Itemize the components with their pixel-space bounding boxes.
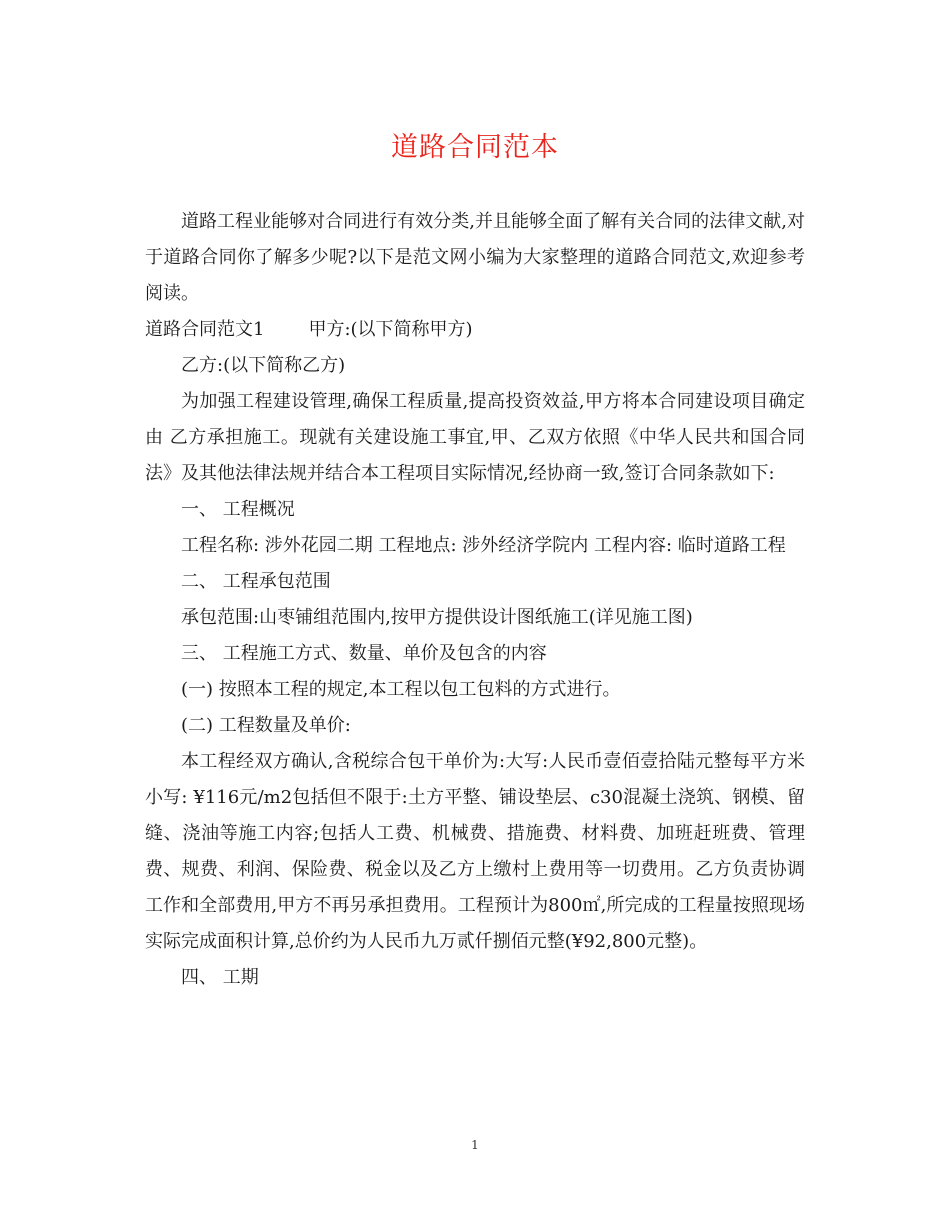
page-number: 1 [471, 1138, 479, 1152]
party-b-paragraph: 乙方:(以下简称乙方) [181, 355, 346, 376]
preamble-paragraph: 为加强工程建设管理,确保工程质量,提高投资效益,甲方将本合同建设项目确定由 乙方承担施工。现就有关建设施工事宜,甲、乙双方依照《中华人民共和国合同法》及其他法律法规并结合本工程项目实际情况,经协商一致,签订合同条款如下: [145, 391, 805, 484]
section-heading-2: 二、 工程承包范围 [181, 571, 331, 592]
contract-heading-line [145, 312, 805, 348]
section-heading-4: 四、 工期 [181, 967, 259, 988]
section-heading-1: 一、 工程概况 [181, 499, 295, 520]
subsection-1-paragraph: (一) 按照本工程的规定,本工程以包工包料的方式进行。 [181, 679, 621, 700]
section-heading-3: 三、 工程施工方式、数量、单价及包含的内容 [181, 643, 547, 664]
scope-paragraph: 承包范围:山枣铺组范围内,按甲方提供设计图纸施工(详见施工图) [181, 607, 693, 628]
contract-sample-label: 道路合同范文1 [145, 319, 265, 340]
subsection-2-heading: (二) 工程数量及单价: [181, 715, 351, 736]
document-title: 道路合同范本 [391, 132, 559, 163]
party-a-text: 甲方:(以下简称甲方) [308, 319, 473, 340]
intro-paragraph: 道路工程业能够对合同进行有效分类,并且能够全面了解有关合同的法律文献,对于道路合同你了解多少呢?以下是范文网小编为大家整理的道路合同范文,欢迎参考阅读。 [145, 211, 805, 304]
pricing-paragraph: 本工程经双方确认,含税综合包干单价为:大写:人民币壹佰壹拾陆元整每平方米 小写: ¥116元/m2包括但不限于:土方平整、铺设垫层、c30混凝土浇筑、钢模、留缝、浇油等施工内容;包括人工费、机械费、措施费、材料费、加班赶班费、管理费、规费、利润、保险费、税金以及乙方上缴村上费用等一切费用。乙方负责协调工作和全部费用,甲方不再另承担费用。工程预计为800㎡,所完成的工程量按照现场实际完成面积计算,总价约为人民币九万贰仟捌佰元整(¥92,800元整)。 [145, 751, 805, 952]
project-overview-paragraph: 工程名称: 涉外花园二期 工程地点: 涉外经济学院内 工程内容: 临时道路工程 [181, 535, 786, 556]
document-body [145, 204, 805, 996]
